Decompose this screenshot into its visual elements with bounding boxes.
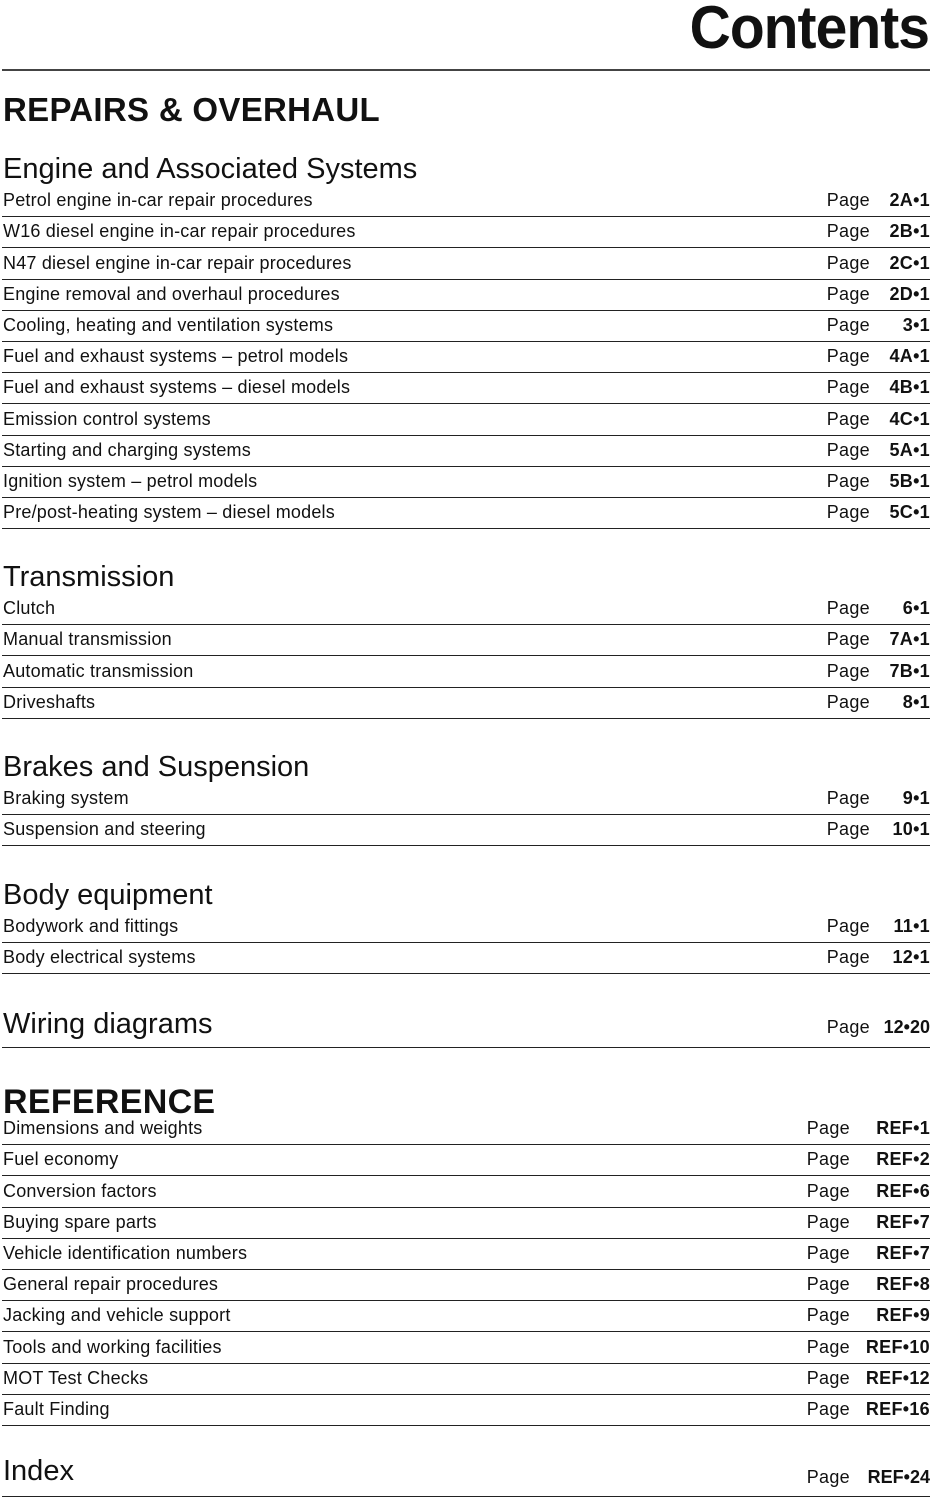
page-label: Page bbox=[826, 377, 870, 398]
toc-row bbox=[2, 1145, 930, 1176]
toc-row bbox=[2, 436, 930, 467]
toc-row bbox=[2, 280, 930, 311]
toc-entry-label: Conversion factors bbox=[3, 1180, 157, 1201]
page-label: Page bbox=[826, 819, 870, 840]
toc-entry-label: Buying spare parts bbox=[3, 1211, 157, 1232]
toc-row bbox=[2, 342, 930, 373]
toc-entry-label: Fuel economy bbox=[3, 1149, 119, 1170]
toc-row bbox=[2, 217, 930, 248]
toc-row bbox=[2, 625, 930, 656]
page-number: REF•8 bbox=[876, 1274, 930, 1295]
page-label: Page bbox=[826, 691, 870, 712]
toc-entry-label: Ignition system – petrol models bbox=[3, 470, 258, 491]
page-number: REF•7 bbox=[876, 1242, 930, 1263]
page-label: Page bbox=[806, 1180, 850, 1201]
page-label: Page bbox=[826, 598, 870, 619]
toc-entry-label: Suspension and steering bbox=[3, 819, 206, 840]
toc-row bbox=[2, 688, 930, 719]
page-number: 8•1 bbox=[902, 691, 930, 712]
toc-row bbox=[2, 186, 930, 217]
page-number: 6•1 bbox=[902, 598, 930, 619]
toc-entry-label: Fuel and exhaust systems – petrol models bbox=[3, 346, 349, 367]
toc-row bbox=[2, 1114, 930, 1145]
page-label: Page bbox=[806, 1367, 850, 1388]
page-label: Page bbox=[826, 629, 870, 650]
toc-entry-label: Engine removal and overhaul procedures bbox=[3, 283, 340, 304]
toc-entry-label: Automatic transmission bbox=[3, 660, 194, 681]
page-number: 3•1 bbox=[902, 314, 930, 335]
section-body bbox=[2, 880, 930, 974]
page-label: Page bbox=[806, 1274, 850, 1295]
section-rows bbox=[2, 594, 930, 719]
page-number: REF•6 bbox=[876, 1180, 930, 1201]
page-number: 2D•1 bbox=[889, 283, 930, 304]
toc-row bbox=[2, 1364, 930, 1395]
toc-entry-label: N47 diesel engine in-car repair procedures bbox=[3, 252, 352, 273]
page-number: 4C•1 bbox=[889, 408, 930, 429]
page-number: 2B•1 bbox=[889, 221, 930, 242]
toc-entry-label: Manual transmission bbox=[3, 629, 172, 650]
section-rows bbox=[2, 186, 930, 529]
page-label: Page bbox=[826, 502, 870, 523]
toc-row bbox=[2, 656, 930, 687]
page-number: 4B•1 bbox=[889, 377, 930, 398]
page-label: Page bbox=[806, 1211, 850, 1232]
toc-entry-label: Bodywork and fittings bbox=[3, 916, 179, 937]
toc-row bbox=[2, 1176, 930, 1207]
toc-entry-label: Pre/post-heating system – diesel models bbox=[3, 502, 335, 523]
page-number: 7A•1 bbox=[889, 629, 930, 650]
toc-row bbox=[2, 467, 930, 498]
page-label: Page bbox=[826, 252, 870, 273]
part-heading-reference: REFERENCE bbox=[3, 1083, 216, 1121]
page-title: Contents bbox=[689, 0, 929, 61]
toc-row bbox=[2, 1270, 930, 1301]
page-label: Page bbox=[806, 1118, 850, 1139]
index-row bbox=[2, 1455, 930, 1497]
toc-entry-label: General repair procedures bbox=[3, 1274, 219, 1295]
page-number: REF•12 bbox=[865, 1367, 930, 1388]
page-number: REF•24 bbox=[867, 1467, 930, 1487]
title-rule bbox=[2, 69, 930, 71]
section-title: Body equipment bbox=[3, 879, 213, 911]
toc-entry-label: W16 diesel engine in-car repair procedures bbox=[3, 221, 356, 242]
page-label: Page bbox=[806, 1398, 850, 1419]
page-label: Page bbox=[826, 346, 870, 367]
toc-entry-label: Fuel and exhaust systems – diesel models bbox=[3, 377, 351, 398]
page-number: REF•7 bbox=[876, 1211, 930, 1232]
section-engine bbox=[2, 154, 930, 529]
toc-entry-label: Driveshafts bbox=[3, 691, 96, 712]
wiring-title: Wiring diagrams bbox=[3, 1008, 213, 1040]
toc-row bbox=[2, 1301, 930, 1332]
section-transmission bbox=[2, 562, 930, 719]
page-label: Page bbox=[826, 660, 870, 681]
page-number: 2A•1 bbox=[889, 190, 930, 211]
toc-entry-label: Body electrical systems bbox=[3, 947, 196, 968]
page-number: REF•9 bbox=[876, 1305, 930, 1326]
page-number: 9•1 bbox=[902, 788, 930, 809]
page-label: Page bbox=[806, 1305, 850, 1326]
toc-row bbox=[2, 1332, 930, 1363]
page-number: 12•20 bbox=[883, 1017, 930, 1037]
toc-row bbox=[2, 815, 930, 846]
page-number: 5C•1 bbox=[889, 502, 930, 523]
section-title: Engine and Associated Systems bbox=[3, 153, 418, 185]
page-number: 10•1 bbox=[892, 819, 930, 840]
toc-entry-label: MOT Test Checks bbox=[3, 1367, 149, 1388]
toc-row bbox=[2, 404, 930, 435]
page-label: Page bbox=[806, 1242, 850, 1263]
page-number: REF•10 bbox=[865, 1336, 930, 1357]
wiring-diagrams-row bbox=[2, 1008, 930, 1048]
toc-entry-label: Dimensions and weights bbox=[3, 1118, 203, 1139]
toc-row bbox=[2, 373, 930, 404]
toc-entry-label: Cooling, heating and ventilation systems bbox=[3, 314, 334, 335]
section-reference bbox=[2, 1114, 930, 1426]
toc-row bbox=[2, 943, 930, 974]
toc-row bbox=[2, 594, 930, 625]
page-label: Page bbox=[806, 1149, 850, 1170]
page-number: 4A•1 bbox=[889, 346, 930, 367]
section-brakes bbox=[2, 752, 930, 846]
page-number: 12•1 bbox=[892, 947, 930, 968]
toc-entry-label: Vehicle identification numbers bbox=[3, 1242, 248, 1263]
toc-entry-label: Emission control systems bbox=[3, 408, 211, 429]
page-number: REF•16 bbox=[865, 1398, 930, 1419]
page-label: Page bbox=[826, 916, 870, 937]
page-label: Page bbox=[806, 1336, 850, 1357]
page-number: 2C•1 bbox=[889, 252, 930, 273]
section-rows bbox=[2, 912, 930, 974]
toc-row bbox=[2, 912, 930, 943]
page-label: Page bbox=[826, 314, 870, 335]
toc-row bbox=[2, 498, 930, 529]
toc-entry-label: Fault Finding bbox=[3, 1398, 110, 1419]
page-label: Page bbox=[826, 283, 870, 304]
toc-row bbox=[2, 1208, 930, 1239]
section-title: Transmission bbox=[3, 561, 175, 593]
section-rows bbox=[2, 1114, 930, 1426]
toc-entry-label: Jacking and vehicle support bbox=[3, 1305, 231, 1326]
page-label: Page bbox=[826, 470, 870, 491]
page-number: REF•1 bbox=[876, 1118, 930, 1139]
toc-entry-label: Tools and working facilities bbox=[3, 1336, 222, 1357]
page-label: Page bbox=[826, 788, 870, 809]
toc-entry-label: Petrol engine in-car repair procedures bbox=[3, 190, 313, 211]
page-label: Page bbox=[826, 190, 870, 211]
toc-row bbox=[2, 1395, 930, 1426]
page-number: 7B•1 bbox=[889, 660, 930, 681]
toc-entry-label: Clutch bbox=[3, 598, 56, 619]
toc-row bbox=[2, 311, 930, 342]
index-title: Index bbox=[3, 1455, 74, 1487]
page-label: Page bbox=[806, 1467, 850, 1487]
page-number: 5B•1 bbox=[889, 470, 930, 491]
page-label: Page bbox=[826, 439, 870, 460]
toc-row bbox=[2, 248, 930, 279]
page-number: 11•1 bbox=[893, 916, 930, 937]
page-label: Page bbox=[826, 221, 870, 242]
toc-entry-label: Starting and charging systems bbox=[3, 439, 251, 460]
page-label: Page bbox=[826, 947, 870, 968]
section-title: Brakes and Suspension bbox=[3, 751, 310, 783]
page-label: Page bbox=[826, 408, 870, 429]
page-number: REF•2 bbox=[876, 1149, 930, 1170]
page-number: 5A•1 bbox=[889, 439, 930, 460]
toc-entry-label: Braking system bbox=[3, 788, 129, 809]
part-heading-repairs: REPAIRS & OVERHAUL bbox=[3, 91, 380, 128]
page-label: Page bbox=[826, 1017, 870, 1037]
toc-row bbox=[2, 784, 930, 815]
toc-row bbox=[2, 1239, 930, 1270]
section-rows bbox=[2, 784, 930, 846]
